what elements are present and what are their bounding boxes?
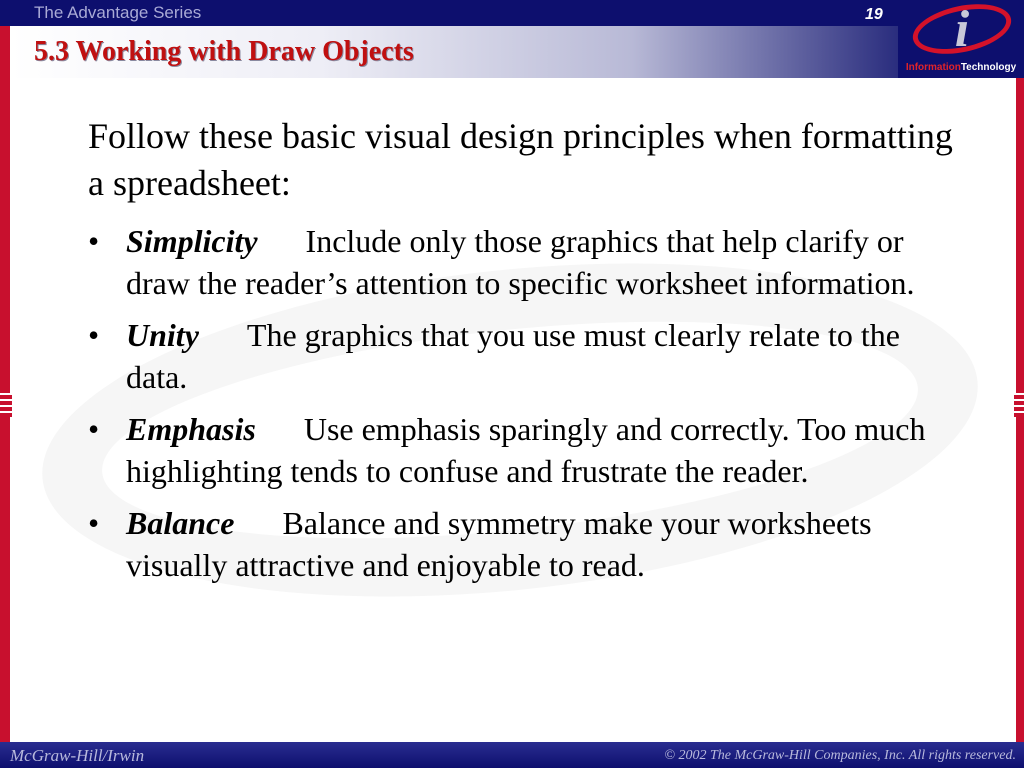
bullet-icon: • [88, 317, 100, 353]
bullet-item-balance [88, 502, 968, 586]
slide-content [88, 113, 968, 596]
bullet-term: Unity [126, 317, 199, 353]
logo-letter: i [954, 1, 970, 58]
bullet-item-simplicity [88, 220, 968, 304]
bullet-text: Include only those graphics that help clarify or draw the reader’s attention to specific worksheet information. [126, 223, 915, 301]
bullet-icon: • [88, 411, 100, 447]
bullet-item-unity [88, 314, 968, 398]
bullet-term: Simplicity [126, 223, 258, 259]
bullet-text: Use emphasis sparingly and correctly. Too much highlighting tends to confuse and frustrate the reader. [126, 411, 926, 489]
bullet-text: The graphics that you use must clearly relate to the data. [126, 317, 900, 395]
right-stripe-decoration [1014, 393, 1024, 417]
left-accent-bar [0, 26, 10, 742]
publisher-label: McGraw-Hill/Irwin [10, 746, 145, 765]
bullet-term: Emphasis [126, 411, 256, 447]
bullet-text: Balance and symmetry make your worksheets visually attractive and enjoyable to read. [126, 505, 872, 583]
bullet-icon: • [88, 505, 100, 541]
left-stripe-decoration [0, 393, 12, 417]
copyright-notice: © 2002 The McGraw-Hill Companies, Inc. All rights reserved. [664, 748, 1016, 763]
logo-text-technology: Technology [960, 62, 1017, 73]
bullet-icon: • [88, 223, 100, 259]
bullet-list [88, 220, 968, 586]
bullet-term: Balance [126, 505, 235, 541]
logo-text-information: Information [905, 62, 961, 73]
slide-title: 5.3 Working with Draw Objects [34, 36, 414, 67]
series-label: The Advantage Series [34, 3, 202, 22]
logo-text [900, 62, 1022, 73]
slide-number: 19 [865, 6, 883, 23]
bullet-item-emphasis [88, 408, 968, 492]
lead-paragraph: Follow these basic visual design principles when formatting a spreadsheet: [88, 116, 953, 203]
